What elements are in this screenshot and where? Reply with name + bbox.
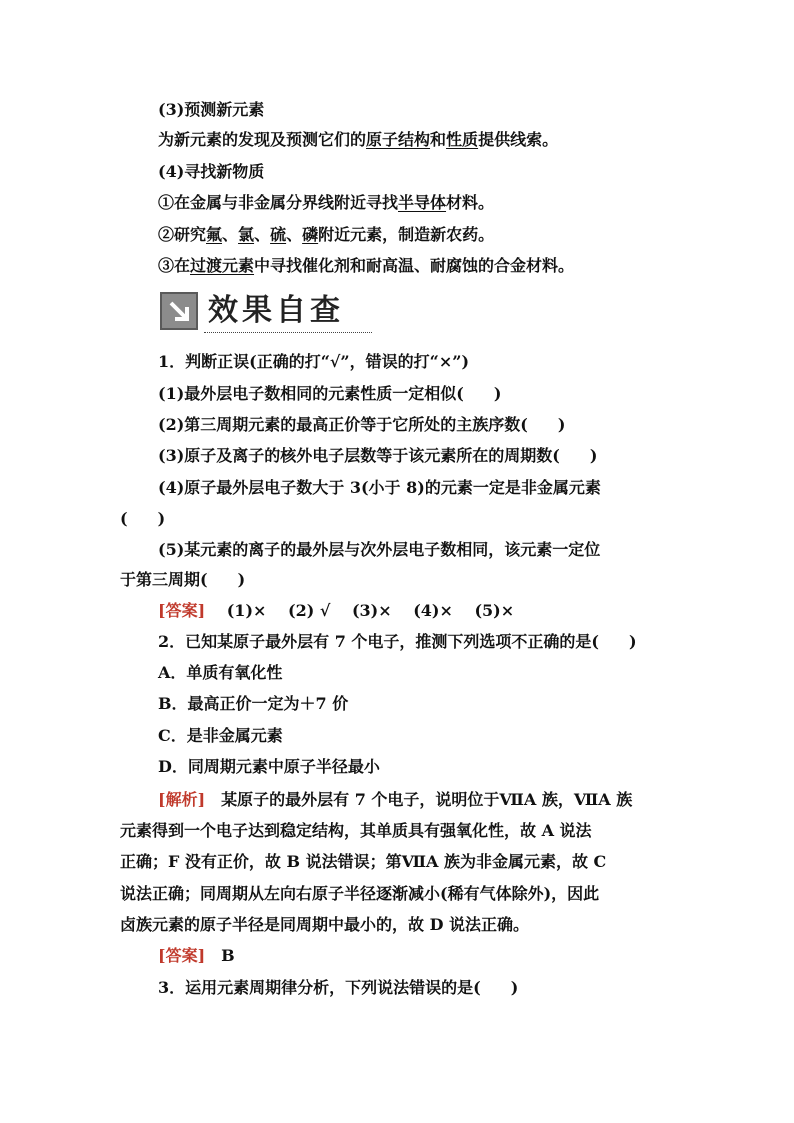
answer-item: (1)×: [226, 601, 267, 620]
text: ): [493, 384, 502, 403]
q1-item-3: [158, 446, 597, 466]
text: ): [510, 978, 519, 997]
text: 附近元素，制造新农药。: [318, 225, 495, 244]
banner-underline: [204, 332, 372, 333]
line-find-3: [158, 256, 574, 276]
answer-item: (4)×: [413, 601, 453, 620]
q1-item-4-cont: [120, 509, 165, 529]
q2-option-c: [158, 726, 283, 746]
answer-item: (3)×: [351, 601, 392, 620]
text: 、: [254, 225, 271, 244]
text: 1．判断正误(正确的打“√”，错误的打“×”): [158, 352, 470, 371]
line-predict-heading: [158, 100, 264, 120]
underlined-term: 氯: [238, 225, 255, 244]
answer-item: (2) √: [288, 601, 331, 620]
q1-item-5: [158, 540, 600, 560]
answer-item: (5)×: [474, 601, 515, 620]
text: 中寻找催化剂和耐高温、耐腐蚀的合金材料。: [254, 256, 575, 275]
underlined-term: 半导体: [398, 193, 447, 212]
text: 为新元素的发现及预测它们的: [158, 130, 367, 149]
text: (3)预测新元素: [158, 100, 265, 119]
text: 和: [430, 130, 447, 149]
text: 材料。: [446, 193, 495, 212]
text: 提供线索。: [478, 130, 559, 149]
q1-item-1: [158, 384, 501, 404]
section-banner: [160, 292, 372, 334]
text: (1)最外层电子数相同的元素性质一定相似(: [158, 384, 464, 403]
underlined-term: 磷: [302, 225, 319, 244]
text: (4)原子最外层电子数大于 3(小于 8)的元素一定是非金属元素: [158, 478, 601, 497]
q2-option-b: [158, 694, 348, 714]
answer-item: B: [221, 946, 235, 965]
text: ): [237, 570, 246, 589]
text: ①在金属与非金属分界线附近寻找: [158, 193, 399, 212]
text: 、: [286, 225, 303, 244]
underlined-term: 原子结构: [366, 130, 431, 149]
q2-stem: [158, 632, 637, 652]
text: (3)原子及离子的核外电子层数等于该元素所在的周期数(: [158, 446, 560, 465]
text: (5)某元素的离子的最外层与次外层电子数相同，该元素一定位: [158, 540, 601, 559]
q2-option-d: [158, 757, 380, 777]
text: (: [120, 509, 128, 528]
text: 某原子的最外层有 7 个电子，说明位于ⅦA 族，ⅦA 族: [221, 790, 633, 809]
text: 说法正确；同周期从左向右原子半径逐渐减小(稀有气体除外)，因此: [120, 884, 600, 903]
text: (4)寻找新物质: [158, 162, 265, 181]
text: 卤族元素的原子半径是同周期中最小的，故 D 说法正确。: [120, 915, 530, 934]
q3-stem: [158, 978, 518, 998]
text: 2．已知某原子最外层有 7 个电子，推测下列选项不正确的是(: [158, 632, 599, 651]
q2-option-a: [158, 663, 282, 683]
text: D．同周期元素中原子半径最小: [158, 757, 380, 776]
text: ): [557, 415, 566, 434]
explanation-label: [解析]: [158, 790, 206, 809]
section-title: 效果自查: [208, 293, 344, 328]
text: ): [628, 632, 637, 651]
text: 正确；F 没有正价，故 B 说法错误；第ⅦA 族为非金属元素，故 C: [120, 852, 607, 871]
text: 、: [222, 225, 239, 244]
q2-explanation-1: [158, 790, 632, 810]
q2-explanation-3: [120, 852, 606, 872]
text: ③在: [158, 256, 191, 275]
line-find-2: [158, 225, 494, 245]
text: ②研究: [158, 225, 207, 244]
line-predict-body: [158, 130, 558, 150]
q1-answer: [158, 601, 514, 621]
line-find-heading: [158, 162, 264, 182]
text: 3．运用元素周期律分析，下列说法错误的是(: [158, 978, 481, 997]
underlined-term: 硫: [270, 225, 287, 244]
q1-stem: [158, 352, 469, 372]
text: A．单质有氧化性: [158, 663, 283, 682]
q2-explanation-2: [120, 821, 592, 841]
q2-answer: [158, 946, 235, 966]
text: ): [589, 446, 598, 465]
text: 于第三周期(: [120, 570, 208, 589]
underlined-term: 性质: [446, 130, 479, 149]
q1-item-5-cont: [120, 570, 245, 590]
q1-item-2: [158, 415, 565, 435]
answer-label: [答案]: [158, 946, 206, 965]
text: 元素得到一个电子达到稳定结构，其单质具有强氧化性，故 A 说法: [120, 821, 592, 840]
line-find-1: [158, 193, 494, 213]
text: C．是非金属元素: [158, 726, 283, 745]
underlined-term: 氟: [206, 225, 223, 244]
underlined-term: 过渡元素: [190, 256, 255, 275]
text: (2)第三周期元素的最高正价等于它所处的主族序数(: [158, 415, 528, 434]
q2-explanation-4: [120, 884, 599, 904]
answer-label: [答案]: [158, 601, 206, 620]
text: B．最高正价一定为＋7 价: [158, 694, 349, 713]
q1-item-4: [158, 478, 601, 498]
q2-explanation-5: [120, 915, 529, 935]
arrow-icon: [160, 292, 198, 330]
text: ): [157, 509, 166, 528]
